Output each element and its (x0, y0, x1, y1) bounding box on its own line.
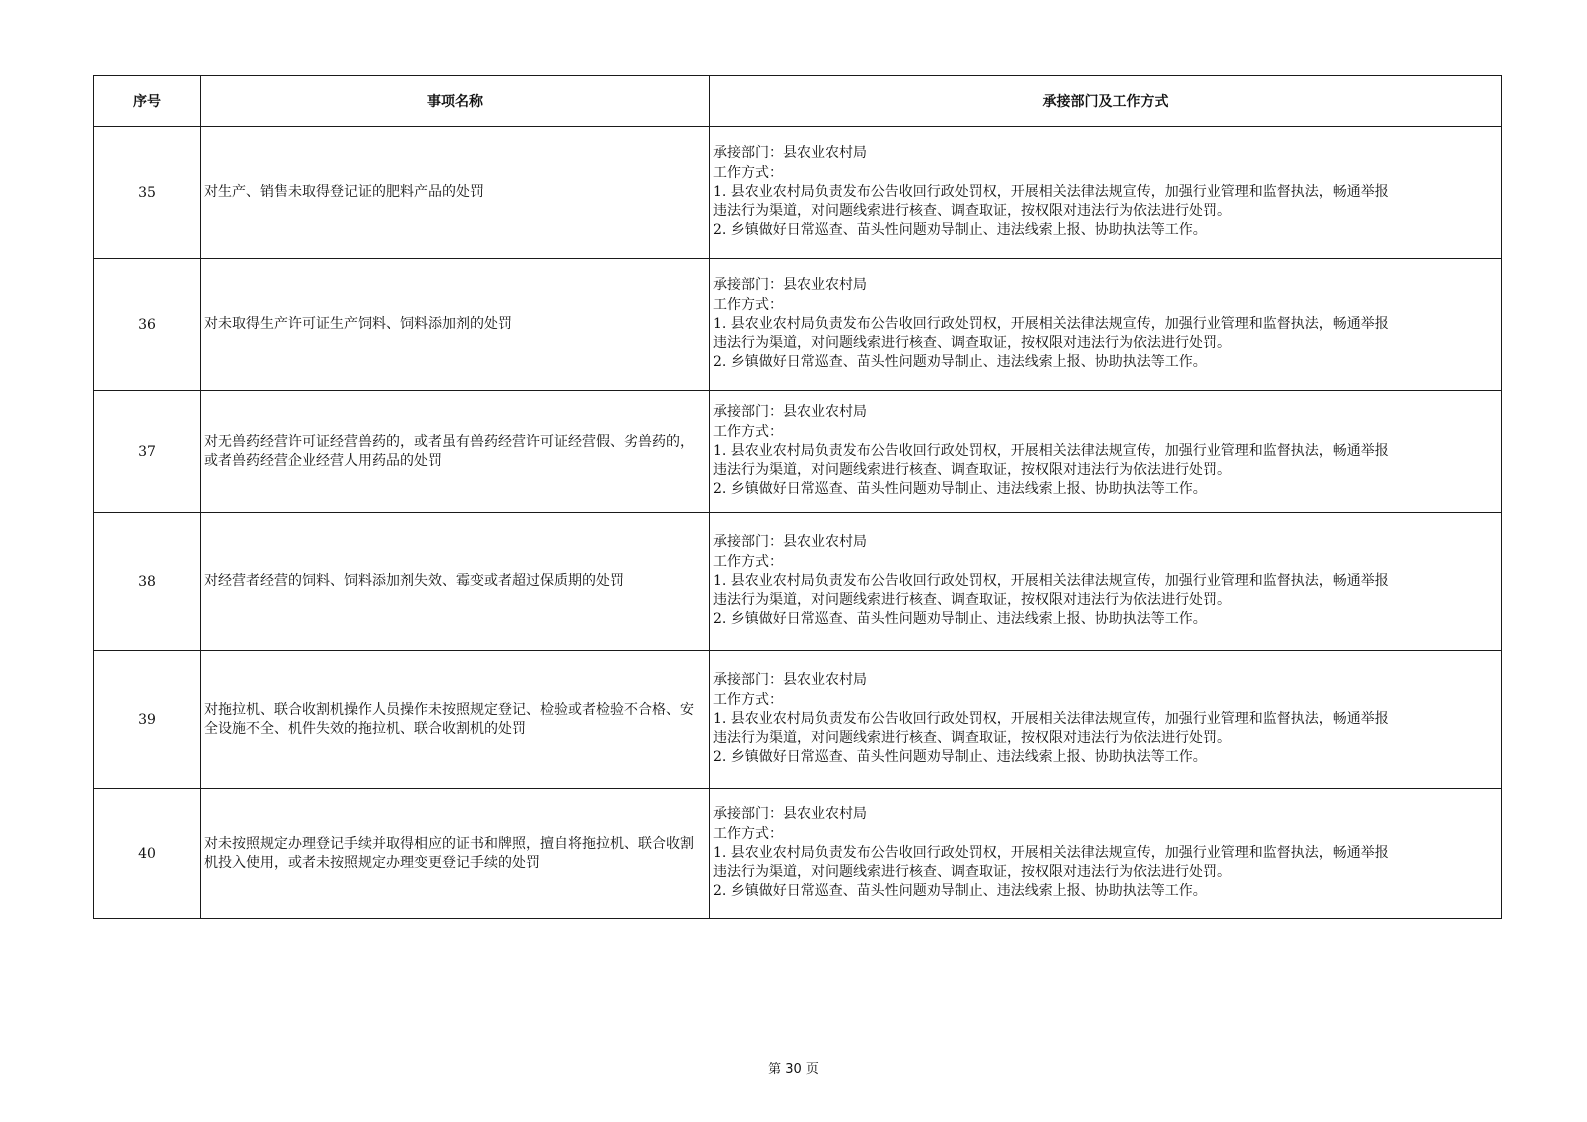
method-item-2: 2. 乡镇做好日常巡查、苗头性问题劝导制止、违法线索上报、协助执法等工作。 (713, 611, 1207, 628)
table-row (94, 259, 1502, 391)
row-seq: 40 (94, 789, 201, 919)
method-item-1a: 1. 县农业农村局负责发布公告收回行政处罚权，开展相关法律法规宣传，加强行业管理和监督执法，畅通举报 (713, 183, 1389, 200)
row-seq: 37 (94, 391, 201, 513)
header-seq: 序号 (94, 76, 201, 127)
row-item-name: 对无兽药经营许可证经营兽药的，或者虽有兽药经营许可证经营假、劣兽药的，或者兽药经营企业经营人用药品的处罚 (201, 391, 710, 513)
row-item-name: 对拖拉机、联合收割机操作人员操作未按照规定登记、检验或者检验不合格、安全设施不全、机件失效的拖拉机、联合收割机的处罚 (201, 651, 710, 789)
page-number: 第 30 页 (768, 1062, 819, 1077)
dept-line: 承接部门：县农业农村局 (713, 534, 867, 551)
method-title: 工作方式： (713, 691, 783, 708)
method-title: 工作方式： (713, 825, 783, 842)
method-title: 工作方式： (713, 423, 783, 440)
dept-line: 承接部门：县农业农村局 (713, 145, 867, 162)
method-title: 工作方式： (713, 296, 783, 313)
row-dept-method (710, 391, 1502, 513)
table-row (94, 651, 1502, 789)
method-item-2: 2. 乡镇做好日常巡查、苗头性问题劝导制止、违法线索上报、协助执法等工作。 (713, 883, 1207, 900)
method-item-1b: 违法行为渠道，对问题线索进行核查、调查取证，按权限对违法行为依法进行处罚。 (713, 203, 1231, 220)
row-item-name: 对生产、销售未取得登记证的肥料产品的处罚 (201, 127, 710, 259)
row-item-name: 对未取得生产许可证生产饲料、饲料添加剂的处罚 (201, 259, 710, 391)
method-item-1a: 1. 县农业农村局负责发布公告收回行政处罚权，开展相关法律法规宣传，加强行业管理和监督执法，畅通举报 (713, 844, 1389, 861)
table-body (94, 127, 1502, 919)
row-item-name: 对未按照规定办理登记手续并取得相应的证书和牌照，擅自将拖拉机、联合收割机投入使用，或者未按照规定办理变更登记手续的处罚 (201, 789, 710, 919)
table-row (94, 513, 1502, 651)
row-seq: 39 (94, 651, 201, 789)
method-item-1b: 违法行为渠道，对问题线索进行核查、调查取证，按权限对违法行为依法进行处罚。 (713, 335, 1231, 352)
header-name: 事项名称 (201, 76, 710, 127)
row-dept-method (710, 789, 1502, 919)
method-item-1b: 违法行为渠道，对问题线索进行核查、调查取证，按权限对违法行为依法进行处罚。 (713, 730, 1231, 747)
method-item-2: 2. 乡镇做好日常巡查、苗头性问题劝导制止、违法线索上报、协助执法等工作。 (713, 481, 1207, 498)
row-seq: 35 (94, 127, 201, 259)
row-seq: 38 (94, 513, 201, 651)
row-item-name: 对经营者经营的饲料、饲料添加剂失效、霉变或者超过保质期的处罚 (201, 513, 710, 651)
method-item-1a: 1. 县农业农村局负责发布公告收回行政处罚权，开展相关法律法规宣传，加强行业管理和监督执法，畅通举报 (713, 442, 1389, 459)
table-row (94, 127, 1502, 259)
method-item-1a: 1. 县农业农村局负责发布公告收回行政处罚权，开展相关法律法规宣传，加强行业管理和监督执法，畅通举报 (713, 315, 1389, 332)
row-dept-method (710, 651, 1502, 789)
dept-line: 承接部门：县农业农村局 (713, 672, 867, 689)
dept-line: 承接部门：县农业农村局 (713, 277, 867, 294)
method-item-1a: 1. 县农业农村局负责发布公告收回行政处罚权，开展相关法律法规宣传，加强行业管理和监督执法，畅通举报 (713, 710, 1389, 727)
row-dept-method (710, 513, 1502, 651)
method-item-1a: 1. 县农业农村局负责发布公告收回行政处罚权，开展相关法律法规宣传，加强行业管理和监督执法，畅通举报 (713, 572, 1389, 589)
header-method: 承接部门及工作方式 (710, 76, 1502, 127)
matters-table (93, 75, 1502, 919)
method-item-2: 2. 乡镇做好日常巡查、苗头性问题劝导制止、违法线索上报、协助执法等工作。 (713, 749, 1207, 766)
method-item-2: 2. 乡镇做好日常巡查、苗头性问题劝导制止、违法线索上报、协助执法等工作。 (713, 354, 1207, 371)
method-item-2: 2. 乡镇做好日常巡查、苗头性问题劝导制止、违法线索上报、协助执法等工作。 (713, 222, 1207, 239)
method-item-1b: 违法行为渠道，对问题线索进行核查、调查取证，按权限对违法行为依法进行处罚。 (713, 592, 1231, 609)
method-item-1b: 违法行为渠道，对问题线索进行核查、调查取证，按权限对违法行为依法进行处罚。 (713, 864, 1231, 881)
header-row (94, 76, 1502, 127)
method-title: 工作方式： (713, 164, 783, 181)
table-row (94, 391, 1502, 513)
dept-line: 承接部门：县农业农村局 (713, 806, 867, 823)
table-header (94, 76, 1502, 127)
method-item-1b: 违法行为渠道，对问题线索进行核查、调查取证，按权限对违法行为依法进行处罚。 (713, 462, 1231, 479)
row-seq: 36 (94, 259, 201, 391)
row-dept-method (710, 127, 1502, 259)
method-title: 工作方式： (713, 553, 783, 570)
dept-line: 承接部门：县农业农村局 (713, 404, 867, 421)
row-dept-method (710, 259, 1502, 391)
table-row (94, 789, 1502, 919)
